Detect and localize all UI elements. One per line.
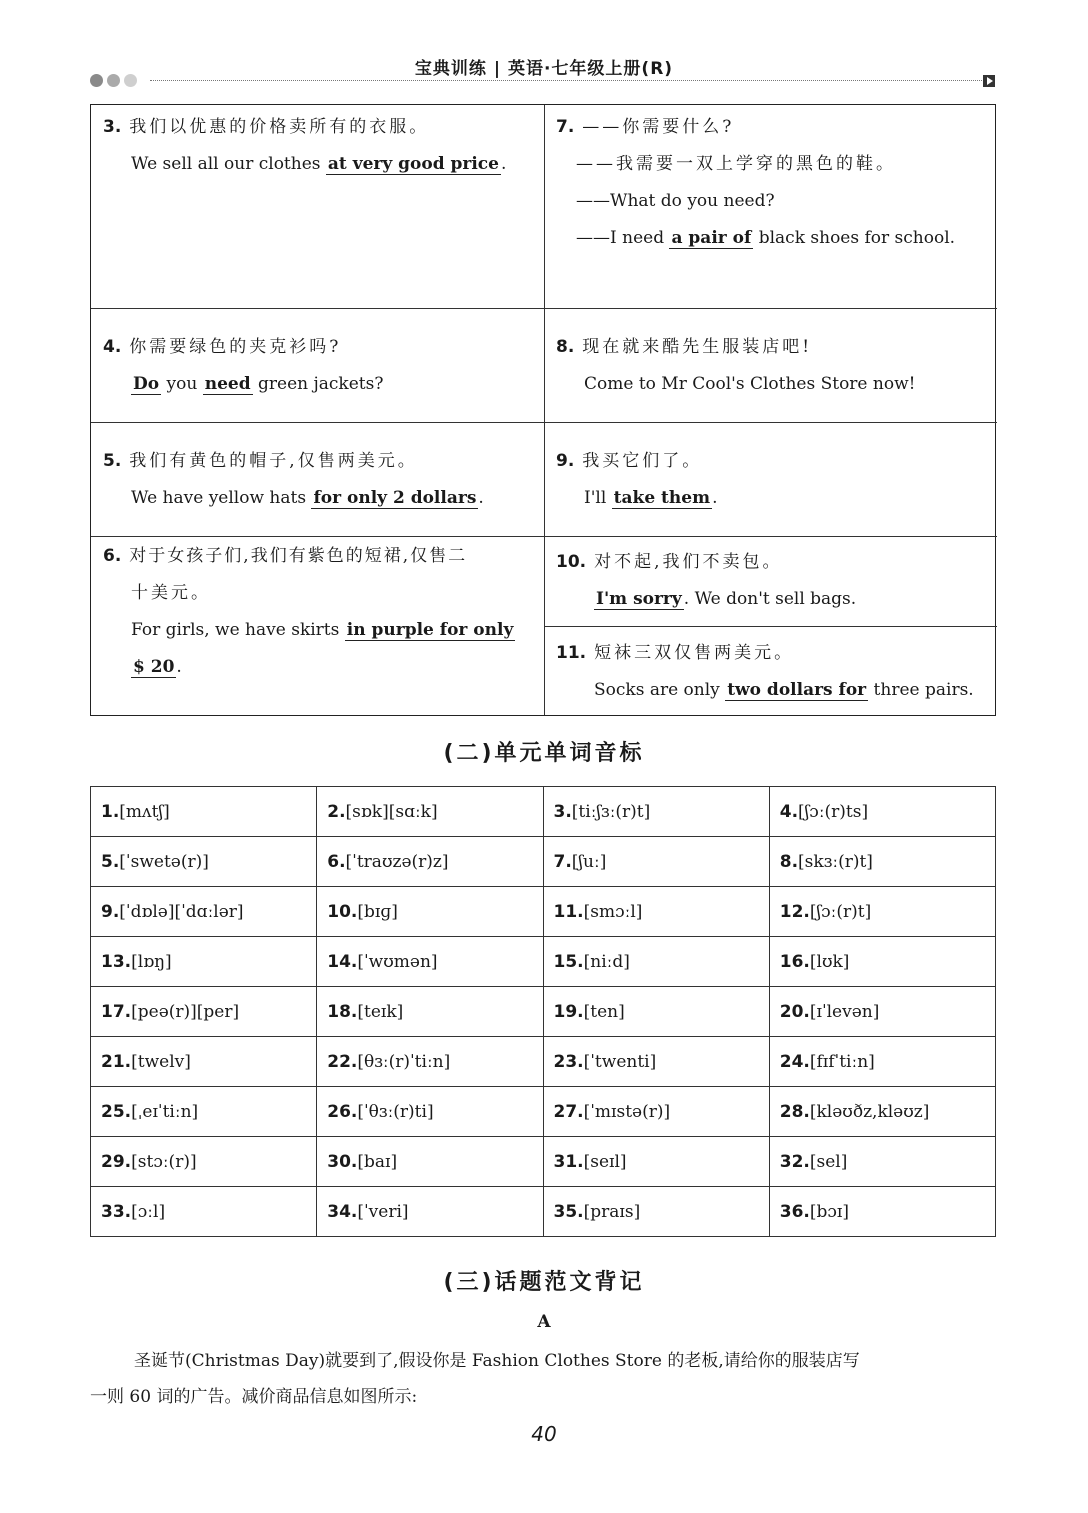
english-text: We have yellow hats xyxy=(131,488,312,508)
answer-blank: I'm sorry xyxy=(596,589,682,609)
english-text: green jackets? xyxy=(252,374,384,394)
item-number: 36. xyxy=(779,1201,810,1222)
phonetic-cell xyxy=(543,887,769,937)
item-number: 12. xyxy=(779,901,810,922)
answer-blank: at very good price xyxy=(327,154,499,174)
phonetic-transcription: [mʌtʃ] xyxy=(119,801,170,822)
table-divider xyxy=(91,536,997,537)
phonetic-transcription: [ˈtraʊzə(r)z] xyxy=(345,851,449,872)
page-number: 40 xyxy=(531,1422,557,1446)
table-row xyxy=(91,987,996,1037)
answer-blank: take them xyxy=(613,488,711,508)
chinese-sentence: 我们以优惠的价格卖所有的衣服。 xyxy=(129,117,430,137)
item-number: 6. xyxy=(103,546,122,566)
answer-blank: for only 2 dollars xyxy=(313,488,477,508)
phonetic-transcription: [teɪk] xyxy=(357,1001,404,1022)
phonetic-cell xyxy=(769,1137,995,1187)
item-number: 16. xyxy=(779,951,810,972)
answer-blank: a pair of xyxy=(671,228,752,248)
phonetic-cell xyxy=(769,837,995,887)
item-number: 19. xyxy=(553,1001,584,1022)
translation-item xyxy=(103,538,535,686)
table-divider xyxy=(544,626,997,627)
phonetic-cell xyxy=(317,787,543,837)
item-number: 10. xyxy=(327,901,358,922)
phonetic-transcription: [ʃɔː(r)t] xyxy=(809,901,872,922)
answer-blank: two dollars for xyxy=(727,680,867,700)
phonetic-transcription: [ˈswetə(r)] xyxy=(119,851,209,872)
english-text: . xyxy=(176,657,182,677)
chinese-sentence: 十美元。 xyxy=(131,583,211,603)
phonetic-cell xyxy=(91,837,317,887)
phonetic-transcription: [sel] xyxy=(809,1151,848,1172)
phonetic-transcription: [seɪl] xyxy=(583,1151,627,1172)
chinese-sentence: 短袜三双仅售两美元。 xyxy=(594,643,795,663)
english-text: Come to Mr Cool's Clothes Store now! xyxy=(584,374,916,394)
english-text: . xyxy=(712,488,718,508)
item-number: 32. xyxy=(779,1151,810,1172)
phonetic-cell xyxy=(543,937,769,987)
phonetic-transcription: [ˈθɜː(r)ti] xyxy=(357,1101,434,1122)
answer-blank: in purple for only xyxy=(346,620,514,640)
phonetic-transcription: [lɒŋ] xyxy=(131,951,172,972)
phonetic-transcription: [ʃuː] xyxy=(571,851,607,872)
chinese-sentence: ——我需要一双上学穿的黑色的鞋。 xyxy=(576,154,896,174)
item-number: 18. xyxy=(327,1001,358,1022)
item-number: 5. xyxy=(101,851,120,872)
play-arrow-icon xyxy=(983,75,995,87)
item-number: 9. xyxy=(556,451,575,471)
english-text: ——What do you need? xyxy=(576,191,775,211)
phonetics-table xyxy=(90,786,996,1237)
translation-item xyxy=(103,109,533,183)
phonetic-transcription: [ˈwʊmən] xyxy=(357,951,438,972)
chinese-sentence: 你需要绿色的夹克衫吗? xyxy=(129,337,342,357)
phonetic-transcription: [baɪ] xyxy=(357,1151,398,1172)
table-row xyxy=(91,787,996,837)
phonetic-cell xyxy=(317,887,543,937)
item-number: 23. xyxy=(553,1051,584,1072)
translation-table xyxy=(90,104,996,716)
phonetic-transcription: [ˈdɒlə][ˈdɑːlər] xyxy=(119,901,244,922)
phonetic-transcription: [lʊk] xyxy=(809,951,850,972)
phonetic-transcription: [bɪɡ] xyxy=(357,901,398,922)
phonetic-cell xyxy=(769,987,995,1037)
phonetic-cell xyxy=(317,937,543,987)
table-row xyxy=(91,1137,996,1187)
writing-prompt: 圣诞节(Christmas Day)就要到了,假设你是 Fashion Clothes Store 的老板,请给你的服装店写 xyxy=(134,1351,860,1371)
phonetic-transcription: [ˈmɪstə(r)] xyxy=(583,1101,671,1122)
phonetic-transcription: [stɔː(r)] xyxy=(131,1151,197,1172)
phonetic-transcription: [ɔːl] xyxy=(131,1201,166,1222)
phonetic-cell xyxy=(91,1137,317,1187)
phonetic-cell xyxy=(543,1187,769,1237)
table-row xyxy=(91,937,996,987)
section-title: (三)话题范文背记 xyxy=(443,1270,645,1295)
page-header-title: 宝典训练 | 英语·七年级上册(R) xyxy=(414,59,674,79)
item-number: 20. xyxy=(779,1001,810,1022)
item-number: 21. xyxy=(101,1051,132,1072)
phonetic-cell xyxy=(91,787,317,837)
phonetic-transcription: [twelv] xyxy=(131,1051,191,1072)
phonetic-transcription: [skɜː(r)t] xyxy=(798,851,873,872)
phonetic-cell xyxy=(91,1087,317,1137)
phonetic-cell xyxy=(769,1187,995,1237)
item-number: 26. xyxy=(327,1101,358,1122)
table-divider xyxy=(544,105,545,715)
chinese-sentence: 我们有黄色的帽子,仅售两美元。 xyxy=(129,451,418,471)
english-text: black shoes for school. xyxy=(753,228,956,248)
item-number: 29. xyxy=(101,1151,132,1172)
phonetic-transcription: [tiːʃɜː(r)t] xyxy=(571,801,651,822)
phonetic-transcription: [ˌeɪˈtiːn] xyxy=(131,1101,199,1122)
table-row xyxy=(91,887,996,937)
item-number: 14. xyxy=(327,951,358,972)
chinese-sentence: 对不起,我们不卖包。 xyxy=(594,552,783,572)
item-number: 28. xyxy=(779,1101,810,1122)
item-number: 10. xyxy=(556,552,587,572)
translation-item xyxy=(103,443,533,517)
phonetic-cell xyxy=(91,987,317,1037)
phonetic-cell xyxy=(543,1037,769,1087)
translation-item xyxy=(556,329,991,403)
item-number: 9. xyxy=(101,901,120,922)
item-number: 8. xyxy=(556,337,575,357)
table-divider xyxy=(91,422,997,423)
chinese-sentence: ——你需要什么? xyxy=(582,117,735,137)
item-number: 1. xyxy=(101,801,120,822)
phonetic-cell xyxy=(543,837,769,887)
item-number: 4. xyxy=(779,801,799,822)
phonetic-cell xyxy=(543,987,769,1037)
translation-item xyxy=(103,329,533,403)
phonetic-cell xyxy=(91,937,317,987)
phonetic-transcription: [peə(r)][per] xyxy=(131,1001,240,1022)
phonetic-cell xyxy=(317,1187,543,1237)
english-text: Socks are only xyxy=(594,680,726,700)
item-number: 35. xyxy=(553,1201,584,1222)
translation-item xyxy=(556,443,991,517)
item-number: 22. xyxy=(327,1051,358,1072)
english-text: . We don't sell bags. xyxy=(683,589,857,609)
translation-item xyxy=(556,635,991,709)
phonetic-transcription: [ˈveri] xyxy=(357,1201,409,1222)
table-row xyxy=(91,1087,996,1137)
phonetic-cell xyxy=(769,787,995,837)
table-divider xyxy=(91,308,997,309)
item-number: 4. xyxy=(103,337,122,357)
item-number: 2. xyxy=(327,801,346,822)
item-number: 25. xyxy=(101,1101,132,1122)
answer-blank: Do xyxy=(133,374,160,394)
phonetic-cell xyxy=(769,937,995,987)
phonetic-cell xyxy=(91,887,317,937)
phonetic-transcription: [ʃɔː(r)ts] xyxy=(798,801,869,822)
chinese-sentence: 我买它们了。 xyxy=(582,451,703,471)
phonetic-transcription: [kləʊðz,kləʊz] xyxy=(809,1101,930,1122)
english-text: We sell all our clothes xyxy=(131,154,326,174)
phonetic-cell xyxy=(317,1037,543,1087)
item-number: 15. xyxy=(553,951,584,972)
translation-item xyxy=(556,544,991,618)
phonetic-transcription: [sɒk][sɑːk] xyxy=(345,801,438,822)
phonetic-transcription: [ɪˈlevən] xyxy=(809,1001,880,1022)
phonetic-transcription: [praɪs] xyxy=(583,1201,641,1222)
phonetic-transcription: [θɜː(r)ˈtiːn] xyxy=(357,1051,451,1072)
item-number: 30. xyxy=(327,1151,358,1172)
item-number: 5. xyxy=(103,451,122,471)
item-number: 6. xyxy=(327,851,346,872)
item-number: 3. xyxy=(103,117,122,137)
item-number: 7. xyxy=(556,117,575,137)
english-text: . xyxy=(500,154,507,174)
item-number: 11. xyxy=(556,643,587,663)
item-number: 17. xyxy=(101,1001,132,1022)
english-text: I'll xyxy=(584,488,612,508)
phonetic-transcription: [bɔɪ] xyxy=(809,1201,849,1222)
english-text: you xyxy=(161,374,203,394)
phonetic-cell xyxy=(543,1137,769,1187)
subsection-label: A xyxy=(537,1312,551,1332)
phonetic-cell xyxy=(317,837,543,887)
answer-blank: $ 20 xyxy=(133,657,175,677)
table-row xyxy=(91,1037,996,1087)
chinese-sentence: 对于女孩子们,我们有紫色的短裙,仅售二 xyxy=(129,546,468,566)
phonetic-cell xyxy=(543,1087,769,1137)
phonetic-transcription: [ˈtwenti] xyxy=(583,1051,657,1072)
english-text: three pairs. xyxy=(868,680,974,700)
phonetic-cell xyxy=(769,1037,995,1087)
phonetic-cell xyxy=(317,987,543,1037)
header-divider xyxy=(150,80,982,81)
item-number: 7. xyxy=(553,851,572,872)
phonetic-transcription: [fɪfˈtiːn] xyxy=(809,1051,875,1072)
item-number: 24. xyxy=(779,1051,810,1072)
writing-prompt: 一则 60 词的广告。减价商品信息如图所示: xyxy=(90,1387,418,1407)
table-row xyxy=(91,1187,996,1237)
phonetic-transcription: [smɔːl] xyxy=(583,901,643,922)
english-text: ——I need xyxy=(576,228,670,248)
english-text: For girls, we have skirts xyxy=(131,620,345,640)
item-number: 33. xyxy=(101,1201,132,1222)
table-row xyxy=(91,837,996,887)
answer-blank: need xyxy=(204,374,251,394)
phonetic-cell xyxy=(317,1087,543,1137)
phonetic-transcription: [niːd] xyxy=(583,951,630,972)
item-number: 27. xyxy=(553,1101,584,1122)
chinese-sentence: 现在就来酷先生服装店吧! xyxy=(582,337,813,357)
phonetic-cell xyxy=(91,1037,317,1087)
item-number: 3. xyxy=(553,801,572,822)
item-number: 31. xyxy=(553,1151,584,1172)
phonetic-cell xyxy=(769,1087,995,1137)
phonetic-cell xyxy=(91,1187,317,1237)
phonetic-cell xyxy=(769,887,995,937)
section-title: (二)单元单词音标 xyxy=(443,741,645,766)
item-number: 11. xyxy=(553,901,584,922)
item-number: 34. xyxy=(327,1201,358,1222)
item-number: 13. xyxy=(101,951,132,972)
phonetic-transcription: [ten] xyxy=(583,1001,625,1022)
phonetic-cell xyxy=(543,787,769,837)
phonetic-cell xyxy=(317,1137,543,1187)
item-number: 8. xyxy=(779,851,799,872)
translation-item xyxy=(556,109,991,257)
english-text: . xyxy=(478,488,484,508)
